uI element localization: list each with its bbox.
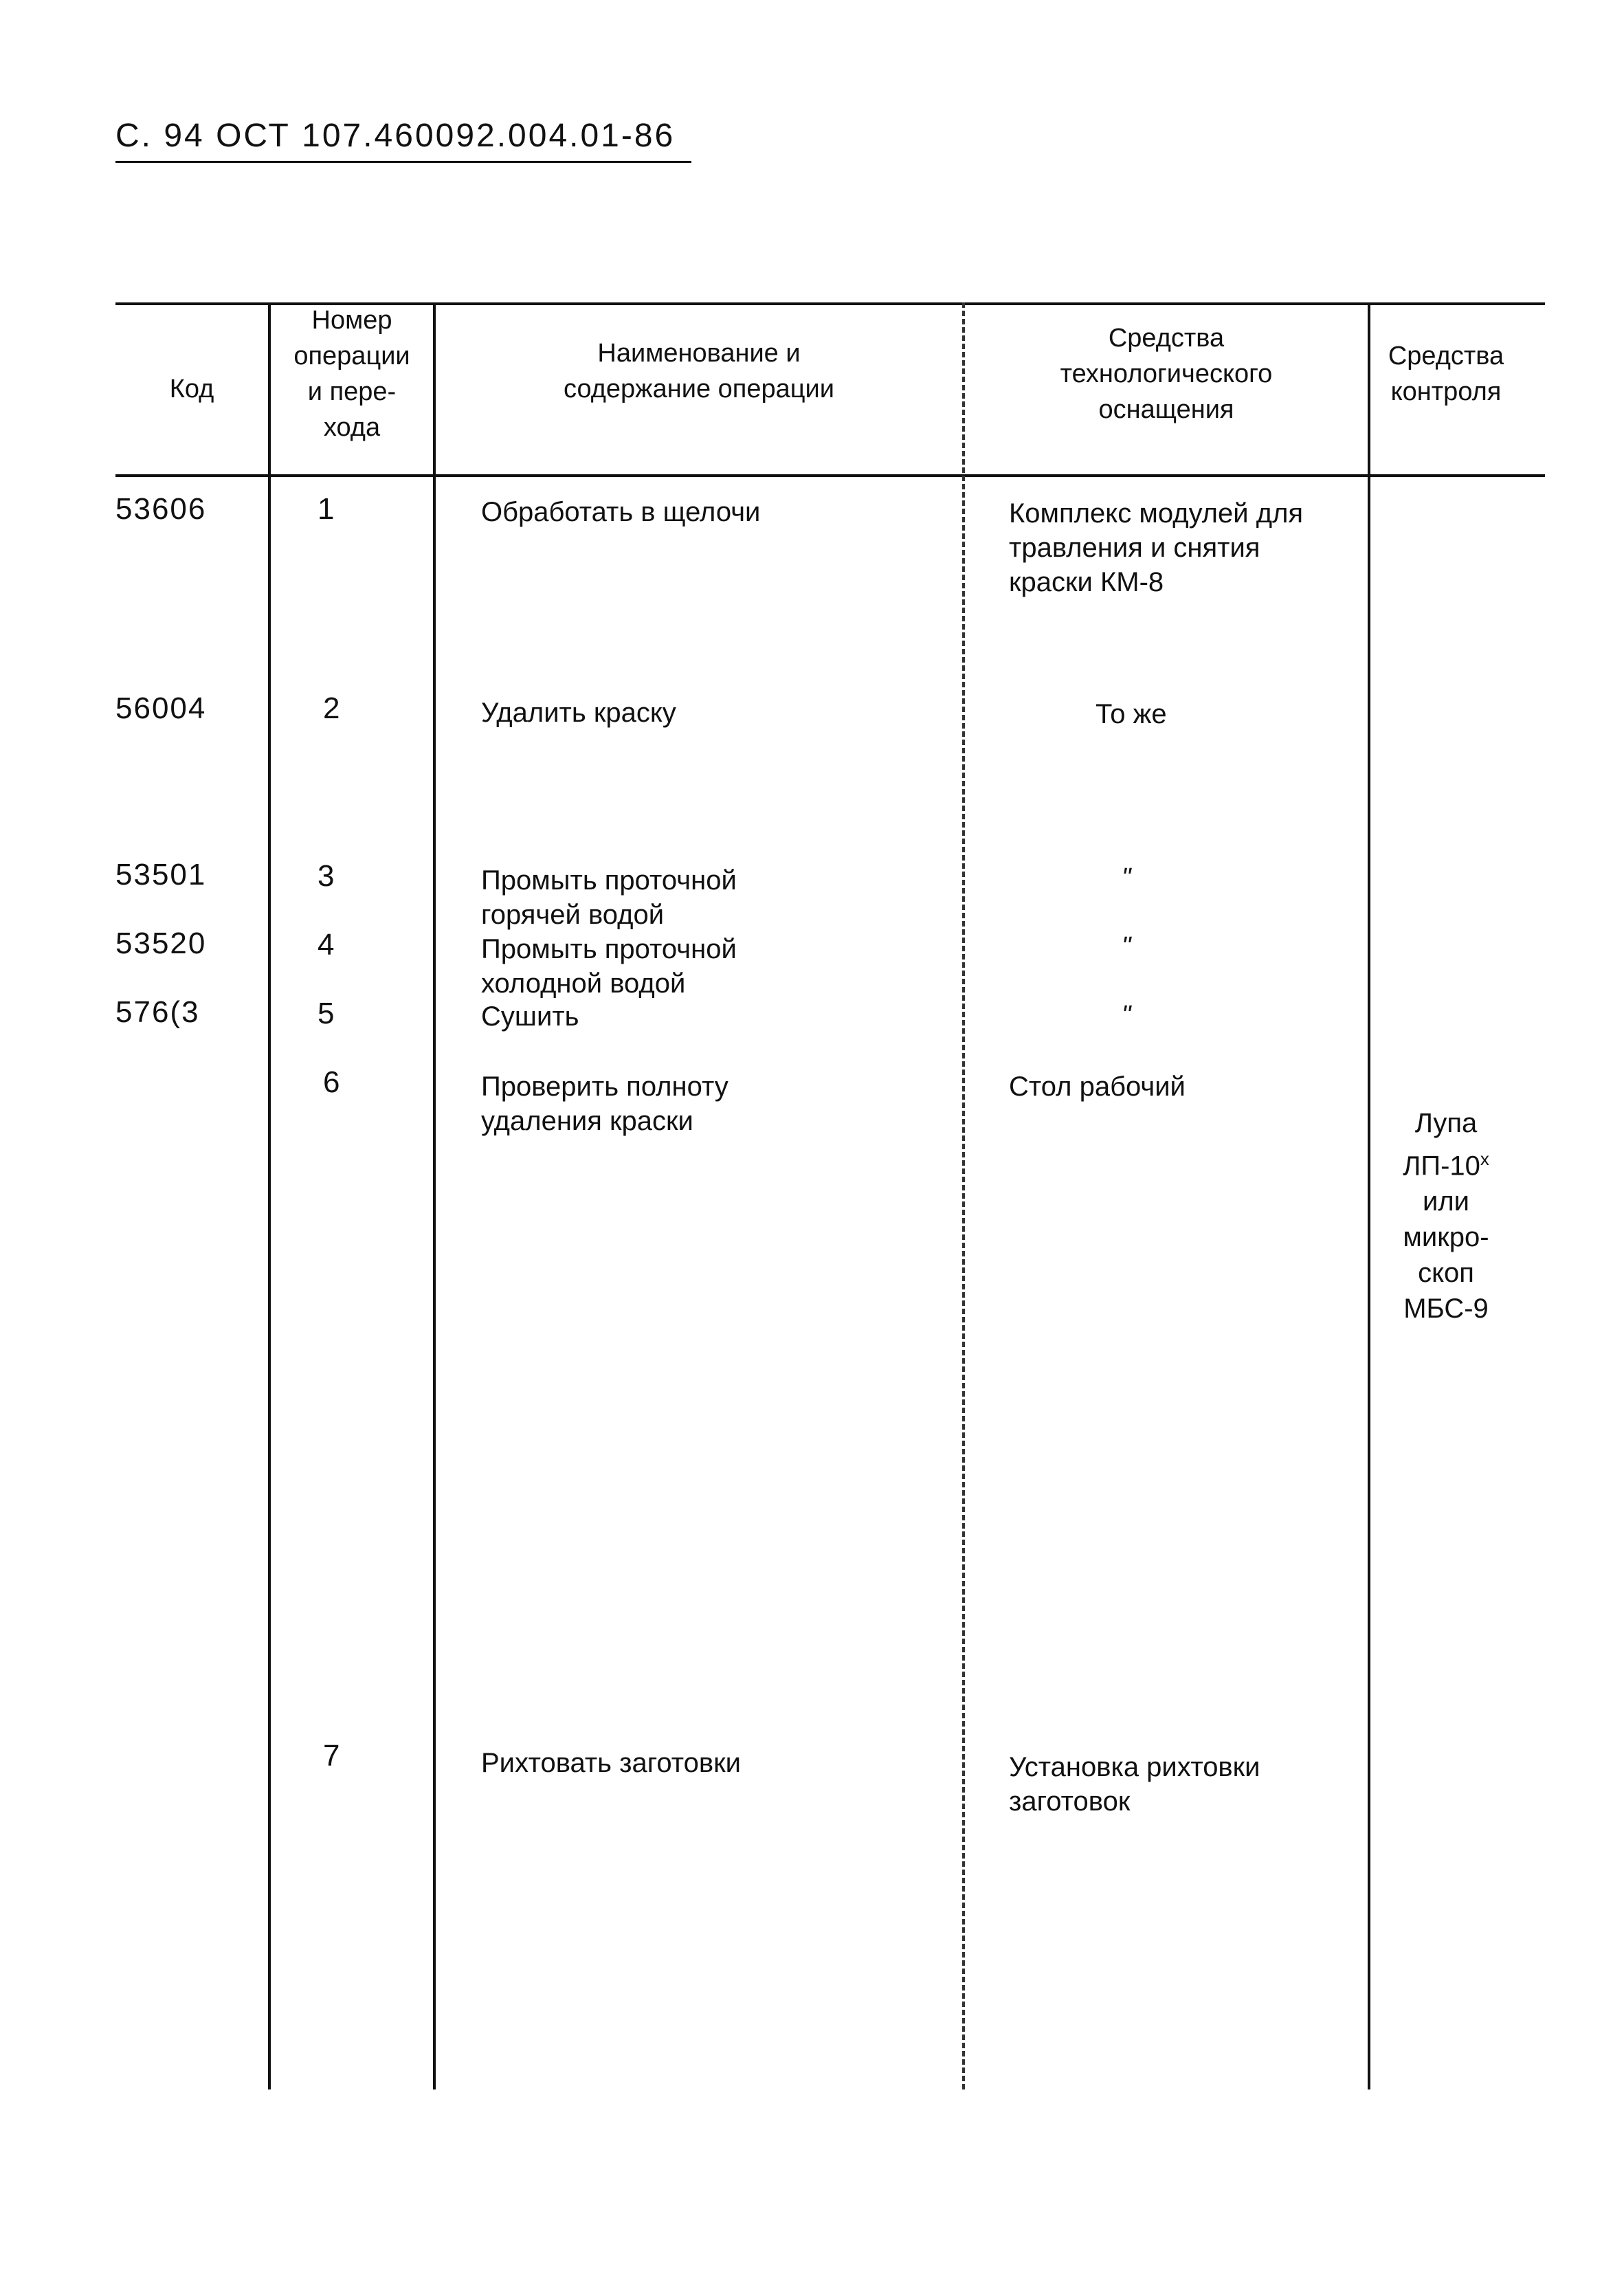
row-equipment: Стол рабочий <box>1009 1072 1186 1102</box>
row-operation-name: Проверить полноту удаления краски <box>481 1072 728 1136</box>
row-equipment: То же <box>1095 699 1167 729</box>
row-code: 576(3 <box>115 995 200 1029</box>
table-header-rule <box>115 474 1545 477</box>
row-number: 6 <box>323 1065 340 1099</box>
row-number: 1 <box>318 492 335 526</box>
row-operation-name: Промыть проточной горячей водой <box>481 865 737 930</box>
header-underline <box>115 161 691 163</box>
row-operation-name: Рихтовать заготовки <box>481 1748 742 1778</box>
row-operation-name: Сушить <box>481 1001 579 1032</box>
row-operation-name: Обработать в щелочи <box>481 497 761 527</box>
row-equipment-ditto: " <box>1122 863 1131 892</box>
row-code: 53520 <box>115 927 207 960</box>
row-number: 2 <box>323 691 340 725</box>
row-number: 3 <box>318 859 335 893</box>
row-number: 4 <box>318 928 335 962</box>
row-operation-name: Промыть проточной холодной водой <box>481 934 737 999</box>
row-equipment: Установка рихтовки заготовок <box>1009 1752 1260 1817</box>
row-equipment-ditto: " <box>1122 932 1131 961</box>
row-operation-name: Удалить краску <box>481 698 676 728</box>
column-divider-3 <box>962 302 965 2089</box>
document-header: С. 94 ОСТ 107.460092.004.01-86 <box>115 118 676 154</box>
column-header-equipment: Средства технологического оснащения <box>1060 324 1273 424</box>
column-divider-1 <box>268 302 271 2089</box>
row-number: 7 <box>323 1739 340 1773</box>
control-alternative: или микро- скоп МБС-9 <box>1403 1186 1489 1324</box>
row-equipment-ditto: " <box>1122 1001 1131 1030</box>
column-header-operation-number: Номер операции и пере- хода <box>293 306 410 442</box>
control-instrument: Лупа ЛП-10 <box>1403 1108 1480 1182</box>
row-code: 53606 <box>115 492 207 526</box>
column-header-code: Код <box>169 375 214 403</box>
row-control <box>1370 1069 1522 1362</box>
column-divider-2 <box>433 302 436 2089</box>
column-header-control: Средства контроля <box>1388 342 1504 406</box>
column-header-operation-name: Наименование и содержание операции <box>564 339 834 403</box>
control-superscript: x <box>1480 1149 1489 1169</box>
row-code: 53501 <box>115 858 207 891</box>
row-equipment: Комплекс модулей для травления и снятия краски КМ-8 <box>1009 498 1304 597</box>
row-code: 56004 <box>115 691 207 725</box>
row-number: 5 <box>318 997 335 1030</box>
